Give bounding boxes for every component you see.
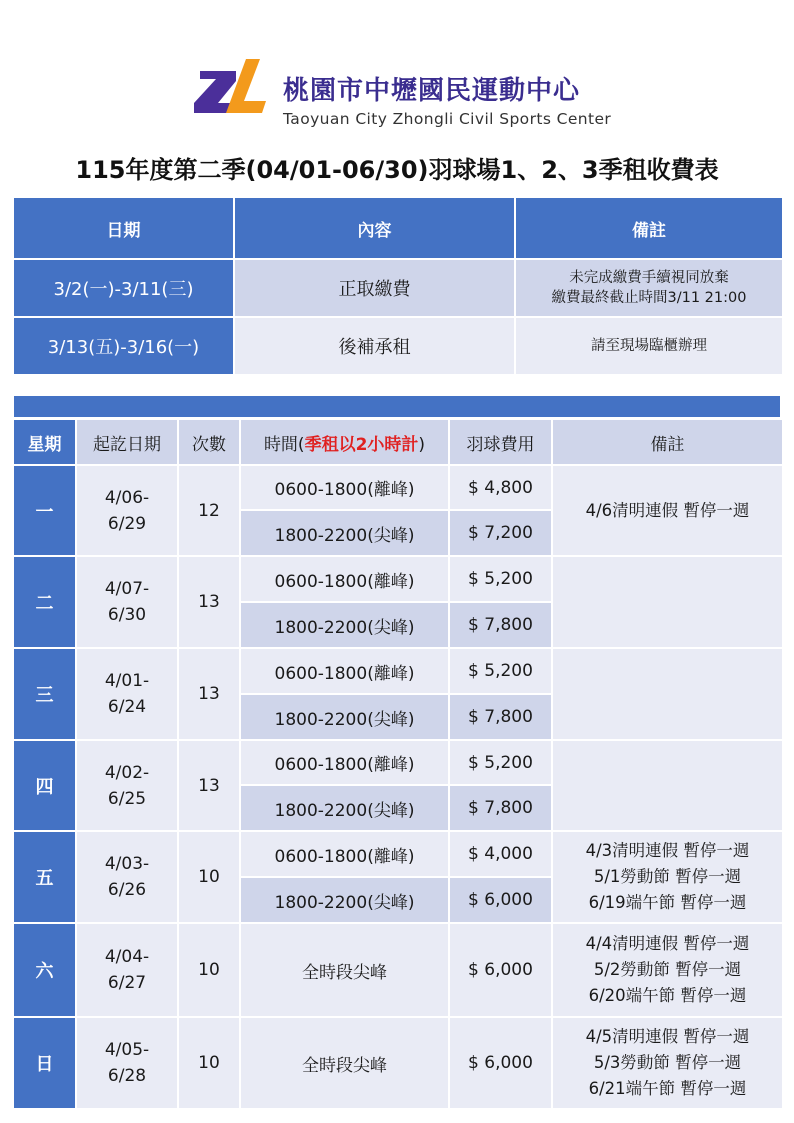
note-cell bbox=[552, 556, 783, 648]
payment-schedule-table bbox=[12, 196, 784, 376]
schedule-date: 3/13(五)-3/16(一) bbox=[13, 317, 234, 375]
table-row bbox=[13, 923, 783, 1017]
note-line: 4/4清明連假 暫停一週 bbox=[585, 934, 750, 953]
note-cell bbox=[552, 648, 783, 740]
schedule-date: 3/2(一)-3/11(三) bbox=[13, 259, 234, 317]
table-row bbox=[13, 465, 783, 510]
time-slot-cell: 0600-1800(離峰) bbox=[240, 740, 449, 785]
column-header bbox=[240, 419, 449, 465]
date-end: 6/27 bbox=[107, 973, 147, 993]
date-range-cell bbox=[76, 648, 178, 740]
zl-logo-icon bbox=[186, 57, 270, 125]
time-slot-cell: 1800-2200(尖峰) bbox=[240, 694, 449, 740]
date-start: 4/03- bbox=[104, 854, 150, 874]
table-header-row bbox=[13, 197, 783, 259]
date-range-cell bbox=[76, 465, 178, 556]
count-cell: 13 bbox=[178, 556, 240, 648]
date-start: 4/02- bbox=[104, 762, 150, 783]
count-cell: 10 bbox=[178, 1017, 240, 1109]
time-slot-cell: 全時段尖峰 bbox=[240, 923, 449, 1017]
count-cell: 12 bbox=[178, 465, 240, 556]
time-slot-cell: 全時段尖峰 bbox=[240, 1017, 449, 1109]
date-start: 4/04- bbox=[104, 947, 150, 967]
time-slot-cell: 0600-1800(離峰) bbox=[240, 831, 449, 877]
time-slot-cell: 0600-1800(離峰) bbox=[240, 648, 449, 694]
schedule-note-line: 未完成繳費手續視同放棄 bbox=[569, 270, 729, 286]
note-line: 5/3勞動節 暫停一週 bbox=[593, 1053, 742, 1072]
note-cell bbox=[552, 831, 783, 923]
schedule-content: 後補承租 bbox=[234, 317, 515, 375]
table-header-row bbox=[13, 419, 783, 465]
date-end: 6/25 bbox=[107, 788, 147, 809]
fee-cell: $ 5,200 bbox=[449, 556, 552, 602]
time-slot-cell: 0600-1800(離峰) bbox=[240, 465, 449, 510]
time-slot-cell: 1800-2200(尖峰) bbox=[240, 510, 449, 556]
date-start: 4/05- bbox=[104, 1040, 150, 1060]
column-header: 備註 bbox=[552, 419, 783, 465]
note-cell bbox=[552, 740, 783, 831]
note-cell: 4/6清明連假 暫停一週 bbox=[552, 465, 783, 556]
fee-cell: $ 7,800 bbox=[449, 694, 552, 740]
time-slot-cell: 1800-2200(尖峰) bbox=[240, 602, 449, 648]
count-cell: 10 bbox=[178, 923, 240, 1017]
note-line: 6/21端午節 暫停一週 bbox=[588, 1079, 747, 1098]
table-row bbox=[13, 831, 783, 877]
fee-table bbox=[12, 418, 784, 1110]
column-header: 日期 bbox=[13, 197, 234, 259]
weekday-cell: 日 bbox=[13, 1017, 76, 1109]
note-line: 4/3清明連假 暫停一週 bbox=[585, 841, 750, 860]
schedule-content: 正取繳費 bbox=[234, 259, 515, 317]
fee-cell: $ 7,800 bbox=[449, 602, 552, 648]
page-title: 115年度第二季(04/01-06/30)羽球場1、2、3季租收費表 bbox=[75, 156, 719, 184]
table-row bbox=[13, 1017, 783, 1109]
column-header: 內容 bbox=[234, 197, 515, 259]
org-name-en: Taoyuan City Zhongli Civil Sports Center bbox=[283, 110, 612, 128]
fee-cell: $ 5,200 bbox=[449, 648, 552, 694]
date-start: 4/06- bbox=[104, 487, 150, 508]
date-range-cell bbox=[76, 740, 178, 831]
note-line: 5/1勞動節 暫停一週 bbox=[593, 867, 742, 886]
weekday-cell: 五 bbox=[13, 831, 76, 923]
date-range-cell bbox=[76, 923, 178, 1017]
date-end: 6/24 bbox=[107, 697, 147, 717]
schedule-note bbox=[515, 259, 783, 317]
time-header-suffix: ) bbox=[418, 434, 426, 455]
date-start: 4/07- bbox=[104, 579, 150, 599]
table-row bbox=[13, 259, 783, 317]
date-start: 4/01- bbox=[104, 671, 150, 691]
schedule-note-line: 繳費最終截止時間3/11 21:00 bbox=[551, 290, 747, 306]
time-slot-cell: 0600-1800(離峰) bbox=[240, 556, 449, 602]
date-range-cell bbox=[76, 556, 178, 648]
fee-cell: $ 6,000 bbox=[449, 1017, 552, 1109]
note-cell bbox=[552, 1017, 783, 1109]
section-divider bbox=[14, 396, 780, 417]
org-name-zh: 桃園市中壢國民運動中心 bbox=[283, 76, 581, 106]
note-line: 6/20端午節 暫停一週 bbox=[588, 986, 747, 1005]
weekday-cell: 四 bbox=[13, 740, 76, 831]
time-slot-cell: 1800-2200(尖峰) bbox=[240, 877, 449, 923]
note-line: 6/19端午節 暫停一週 bbox=[588, 893, 747, 912]
fee-cell: $ 7,200 bbox=[449, 510, 552, 556]
fee-cell: $ 5,200 bbox=[449, 740, 552, 785]
date-end: 6/26 bbox=[107, 880, 147, 900]
column-header: 起訖日期 bbox=[76, 419, 178, 465]
count-cell: 13 bbox=[178, 740, 240, 831]
column-header: 羽球費用 bbox=[449, 419, 552, 465]
table-row bbox=[13, 740, 783, 785]
date-end: 6/29 bbox=[107, 513, 147, 534]
table-row bbox=[13, 317, 783, 375]
weekday-cell: 二 bbox=[13, 556, 76, 648]
table-row bbox=[13, 648, 783, 694]
column-header: 星期 bbox=[13, 419, 76, 465]
count-cell: 10 bbox=[178, 831, 240, 923]
schedule-note: 請至現場臨櫃辦理 bbox=[515, 317, 783, 375]
date-end: 6/28 bbox=[107, 1066, 147, 1086]
date-end: 6/30 bbox=[107, 605, 147, 625]
weekday-cell: 六 bbox=[13, 923, 76, 1017]
note-cell bbox=[552, 923, 783, 1017]
count-cell: 13 bbox=[178, 648, 240, 740]
fee-cell: $ 6,000 bbox=[449, 877, 552, 923]
date-range-cell bbox=[76, 1017, 178, 1109]
column-header: 次數 bbox=[178, 419, 240, 465]
time-slot-cell: 1800-2200(尖峰) bbox=[240, 785, 449, 831]
note-line: 4/5清明連假 暫停一週 bbox=[585, 1027, 750, 1046]
date-range-cell bbox=[76, 831, 178, 923]
column-header: 備註 bbox=[515, 197, 783, 259]
fee-cell: $ 4,800 bbox=[449, 465, 552, 510]
fee-cell: $ 6,000 bbox=[449, 923, 552, 1017]
weekday-cell: 三 bbox=[13, 648, 76, 740]
note-line: 5/2勞動節 暫停一週 bbox=[593, 960, 742, 979]
fee-cell: $ 7,800 bbox=[449, 785, 552, 831]
time-header-prefix: 時間( bbox=[263, 434, 305, 455]
table-row bbox=[13, 556, 783, 602]
time-header-highlight: 季租以2小時計 bbox=[304, 434, 419, 455]
weekday-cell: 一 bbox=[13, 465, 76, 556]
fee-cell: $ 4,000 bbox=[449, 831, 552, 877]
